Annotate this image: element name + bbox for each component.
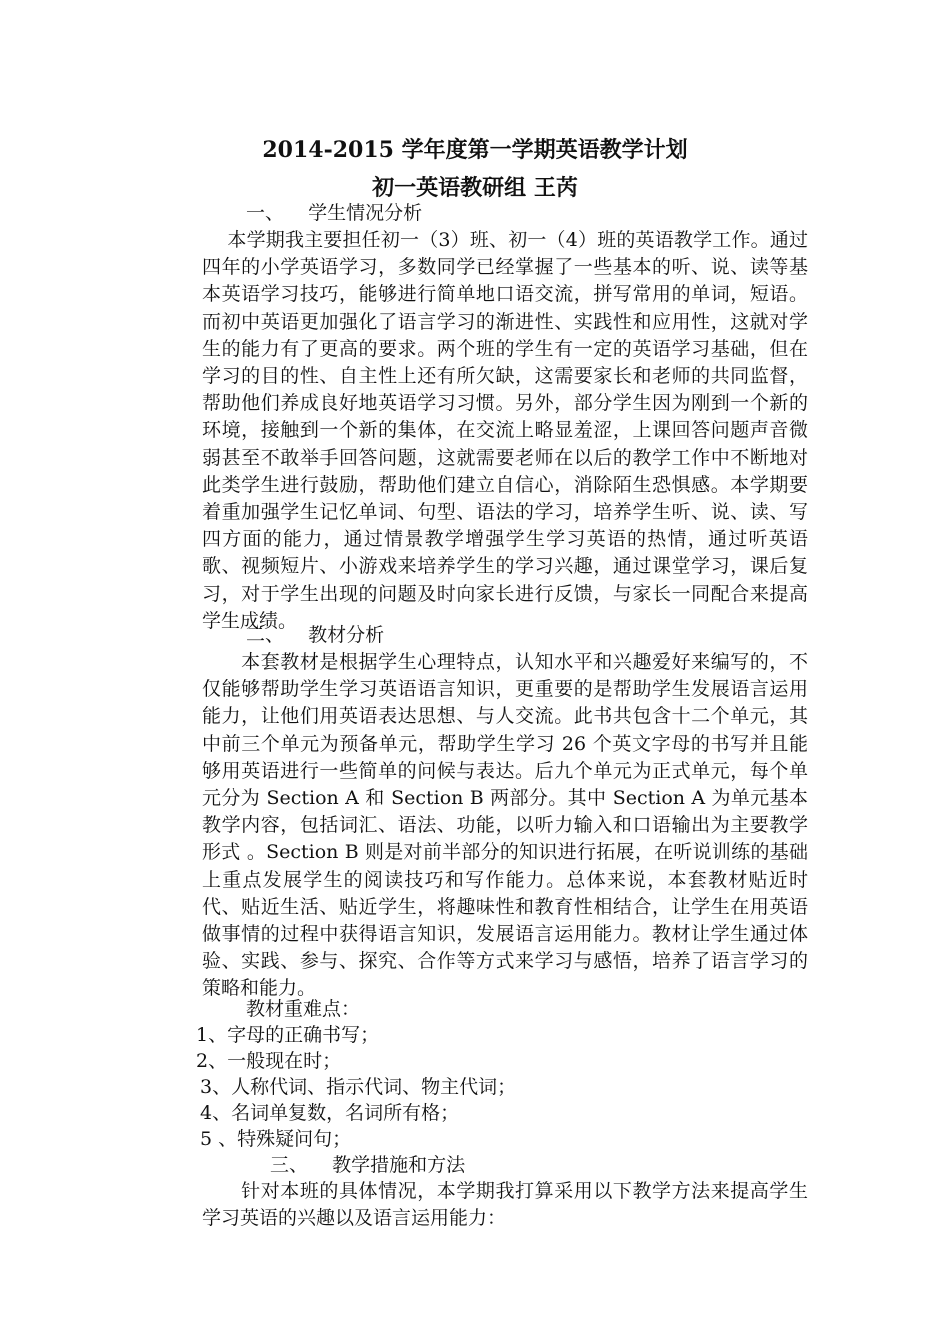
section-paragraph-1: 本学期我主要担任初一（3）班、初一（4）班的英语教学工作。通过四年的小学英语学习，多数同学已经掌握了一些基本的听、说、读等基本英语学习技巧，能够进行简单地口语交流，拼写常用的单词，短语。而初中英语更加强化了语言学习的渐进性、实践性和应用性，这就对学生的能力有了更高的要求。两个班的学生有一定的英语学习基础，但在学习的目的性、自主性上还有所欠缺，这需要家长和老师的共同监督，帮助他们养成良好地英语学习习惯。另外，部分学生因为刚到一个新的环境，接触到一个新的集体，在交流上略显羞涩，上课回答问题声音微弱甚至不敢举手回答问题，这就需要老师在以后的教学工作中不断地对此类学生进行鼓励，帮助他们建立自信心，消除陌生恐惧感。本学期要着重加强学生记忆单词、句型、语法的学习，培养学生听、说、读、写四方面的能力，通过情景教学增强学生学习英语的热情，通过听英语歌、视频短片、小游戏来培养学生的学习兴趣，通过课堂学习，课后复习，对于学生出现的问题及时向家长进行反馈，与家长一同配合来提高学生成绩。 [202, 229, 808, 632]
key-point-item: 3、人称代词、指示代词、物主代词； [200, 1076, 517, 1098]
key-point-item: 2、一般现在时； [196, 1050, 342, 1072]
section-paragraph-2: 本套教材是根据学生心理特点，认知水平和兴趣爱好来编写的，不仅能够帮助学生学习英语语言知识，更重要的是帮助学生发展语言运用能力，让他们用英语表达思想、与人交流。此书共包含十二个单元，其中前三个单元为预备单元，帮助学生学习 26 个英文字母的书写并且能够用英语进行一些简单的问候与表达。后九个单元为正式单元，每个单元分为 Section A 和 Section B 两部分。其中 Section A 为单元基本教学内容，包括词汇、语法、功能，以听力输入和口语输出为主要教学形式 。Section B 则是对前半部分的知识进行拓展，在听说训练的基础上重点发展学生的阅读技巧和写作能力。总体来说，本套教材贴近时代、贴近生活、贴近学生，将趣味性和教育性相结合，让学生在用英语做事情的过程中获得语言知识，发展语言运用能力。教材让学生通过体验、实践、参与、探究、合作等方式来学习与感悟，培养了语言学习的策略和能力。 [202, 651, 808, 1000]
document-title: 2014-2015 学年度第一学期英语教学计划 [262, 137, 688, 163]
section-heading-1: 一、 学生情况分析 [246, 202, 423, 224]
key-point-item: 4、名词单复数，名词所有格； [200, 1102, 460, 1124]
key-points-label: 教材重难点： [246, 998, 361, 1020]
section-heading-2: 二、 教材分析 [246, 624, 385, 646]
section-paragraph-3: 针对本班的具体情况，本学期我打算采用以下教学方法来提高学生学习英语的兴趣以及语言运用能力： [202, 1180, 808, 1230]
section-heading-3: 三、 教学措施和方法 [270, 1154, 466, 1176]
key-point-item: 5 、特殊疑问句； [200, 1128, 352, 1150]
key-point-item: 1、字母的正确书写； [196, 1024, 380, 1046]
document-subtitle: 初一英语教研组 王芮 [372, 175, 578, 201]
